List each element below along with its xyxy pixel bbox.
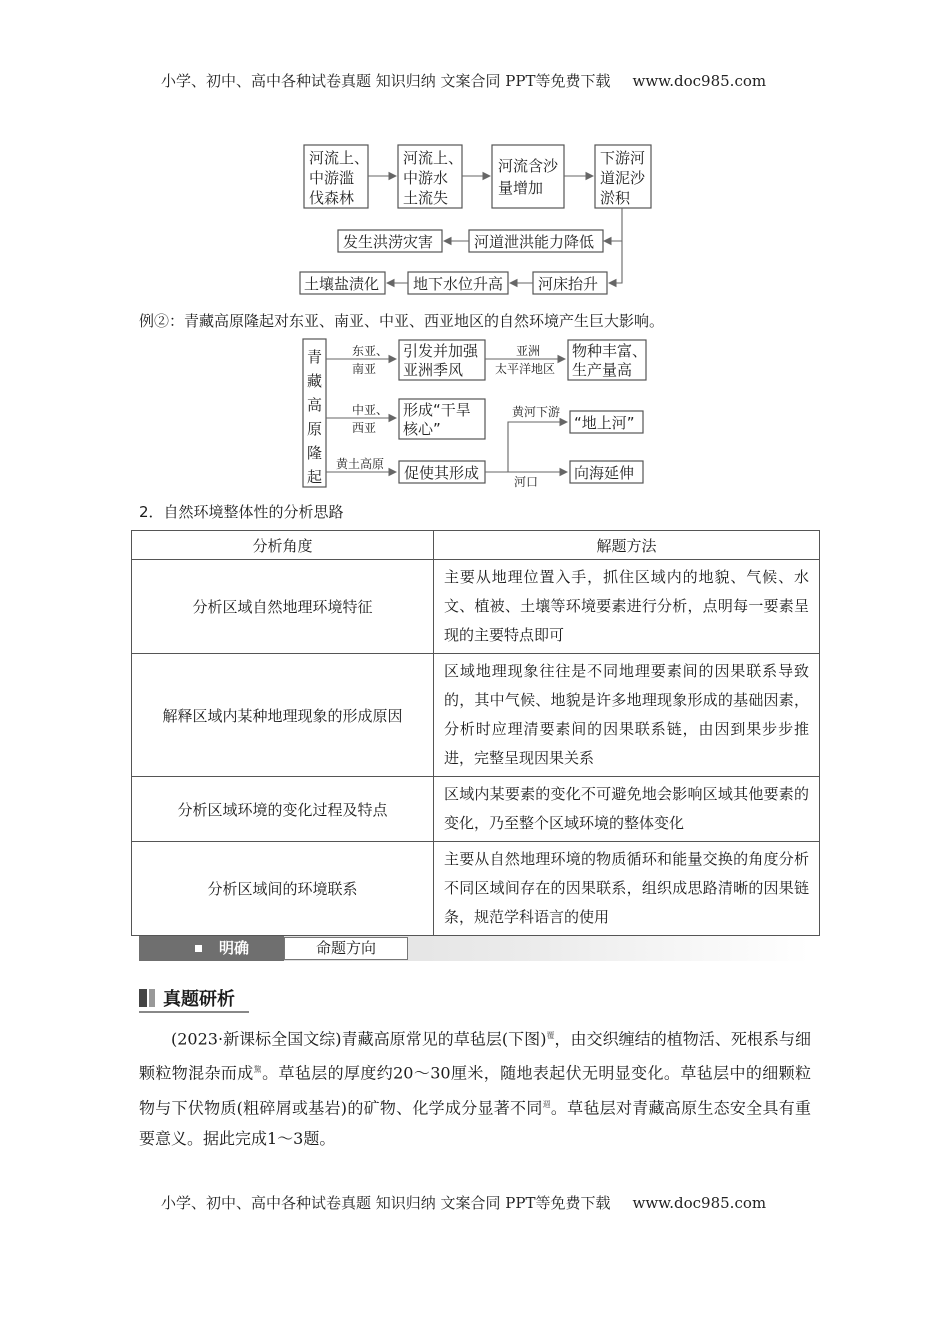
question-part-4: 。草毡层对青藏高原生态安全具有重要意义。据此完成1～3题。: [139, 1097, 811, 1148]
flow2-b1-label-2: 南亚: [352, 362, 377, 376]
question-part-2: ，由交织缠结的植物活、死根系与细颗粒物混杂而成: [139, 1029, 811, 1083]
svg-text:中游水: 中游水: [403, 169, 449, 187]
table-row: [132, 560, 820, 654]
table-cell-angle: 分析区域自然地理环境特征: [132, 560, 434, 654]
svg-text:土流失: 土流失: [403, 189, 449, 207]
banner-dark-label: 明确: [219, 939, 250, 957]
svg-text:量增加: 量增加: [498, 179, 544, 197]
section-banner: [139, 936, 810, 961]
svg-text:生产量高: 生产量高: [572, 361, 633, 379]
flow2-b3-down-result-box: [570, 461, 643, 483]
flow2-b1-effect-box: [399, 340, 485, 380]
svg-text:藏: 藏: [307, 372, 323, 390]
question-part-3: 。草毡层的厚度约20～30厘米，随地表起伏无明显变化。草毡层中的细颗粒物与下伏物质(粗碎屑或基岩)的矿物、化学成分显著不同: [139, 1063, 811, 1117]
table-header-row: [132, 531, 820, 560]
svg-text:土壤盐渍化: 土壤盐渍化: [304, 275, 380, 293]
flow1-arrow-4: [604, 208, 622, 241]
svg-text:促使其形成: 促使其形成: [404, 464, 480, 482]
flow1-box-sediment-increase: [492, 145, 564, 208]
svg-text:河道泄洪能力降低: 河道泄洪能力降低: [474, 233, 595, 251]
svg-text:道泥沙: 道泥沙: [600, 169, 646, 187]
page-header: [161, 70, 766, 91]
svg-text:淤积: 淤积: [600, 189, 631, 207]
square-bullet-icon: [195, 945, 202, 952]
flow2-b1-result-box: [568, 340, 647, 380]
svg-text:地下水位升高: 地下水位升高: [413, 275, 504, 293]
banner-light-tab: 命题方向: [284, 937, 408, 960]
table-row: [132, 777, 820, 842]
annotation-mark: 週: [542, 1099, 551, 1109]
footer-text: 小学、初中、高中各种试卷真题 知识归纳 文案合同 PPT等免费下载: [161, 1194, 611, 1212]
flow2-b2-label-2: 西亚: [352, 421, 377, 435]
page-footer: [161, 1192, 766, 1213]
table-cell-method: 主要从自然地理环境的物质循环和能量交换的角度分析不同区域间存在的因果联系，组织成思路清晰的因果链条，规范学科语言的使用: [434, 842, 820, 936]
flow1-box-flood-disaster: [338, 230, 442, 252]
svg-text:原: 原: [307, 420, 323, 438]
svg-text:青: 青: [307, 348, 323, 366]
heading-bar-icon-light: [149, 989, 155, 1007]
river-flow-diagram: [0, 140, 950, 300]
table-cell-method: 主要从地理位置入手，抓住区域内的地貌、气候、水文、植被、土壤等环境要素进行分析，点明每一要素呈现的主要特点即可: [434, 560, 820, 654]
table-cell-method: 区域内某要素的变化不可避免地会影响区域其他要素的变化，乃至整个区域环境的整体变化: [434, 777, 820, 842]
flow1-box-groundwater-rise: [408, 272, 508, 294]
zhenti-title: 真题研析: [163, 989, 235, 1010]
annotation-mark: 覆: [546, 1031, 555, 1040]
table-header-method: 解题方法: [434, 531, 820, 560]
plateau-uplift-diagram: [0, 334, 950, 494]
svg-text:物种丰富、: 物种丰富、: [572, 342, 648, 360]
svg-text:亚洲季风: 亚洲季风: [403, 361, 464, 379]
header-url[interactable]: www.doc985.com: [632, 72, 767, 90]
svg-text:隆: 隆: [307, 444, 323, 462]
flow1-arrow-6: [609, 241, 622, 283]
flow2-b1-label2-2: 太平洋地区: [495, 362, 556, 376]
flow2-b2-label-1: 中亚、: [352, 403, 389, 417]
svg-text:引发并加强: 引发并加强: [403, 342, 479, 360]
svg-text:河流含沙: 河流含沙: [498, 157, 559, 175]
question-paragraph: [139, 1020, 811, 1154]
flow2-b2-effect-box: [399, 399, 485, 439]
svg-text:“地上河”: “地上河”: [574, 414, 635, 432]
flow1-box-flood-capacity: [469, 230, 603, 252]
svg-text:河流上、: 河流上、: [309, 149, 370, 167]
flow2-b3-effect-box: [399, 461, 485, 483]
example-2-text: 例②：青藏高原隆起对东亚、南亚、中亚、西亚地区的自然环境产生巨大影响。: [139, 312, 665, 330]
annotation-mark: 黧: [253, 1065, 263, 1075]
svg-text:河床抬升: 河床抬升: [538, 275, 599, 293]
table-cell-angle: 分析区域间的环境联系: [132, 842, 434, 936]
svg-text:形成“干旱: 形成“干旱: [403, 401, 471, 419]
svg-text:河流上、: 河流上、: [403, 149, 464, 167]
question-intro: (2023·新课标全国文综)青藏高原常见的草毡层(下图): [171, 1029, 547, 1049]
svg-text:下游河: 下游河: [600, 149, 646, 167]
svg-text:核心”: 核心”: [403, 420, 441, 438]
flow2-b1-label-1: 东亚、: [352, 344, 389, 358]
analysis-table: [131, 530, 820, 936]
table-row: [132, 842, 820, 936]
table-cell-method: 区域地理现象往往是不同地理要素间的因果联系导致的，其中气候、地貌是许多地理现象形成的基础因素，分析时应理清要素间的因果联系链，由因到果步步推进，完整呈现因果关系: [434, 654, 820, 777]
banner-dark-tab: [139, 936, 284, 961]
heading-underline: [139, 1011, 249, 1013]
section-2-title: 2．自然环境整体性的分析思路: [139, 503, 344, 521]
svg-text:伐森林: 伐森林: [309, 189, 355, 207]
flow2-b3-up-label: 黄河下游: [512, 405, 561, 419]
svg-text:高: 高: [307, 396, 323, 414]
svg-text:向海延伸: 向海延伸: [574, 464, 635, 482]
table-row: [132, 654, 820, 777]
flow2-b1-label2-1: 亚洲: [516, 344, 541, 358]
table-cell-angle: 解释区域内某种地理现象的形成原因: [132, 654, 434, 777]
flow1-box-downstream-deposition: [595, 145, 651, 208]
flow1-box-salinization: [300, 272, 385, 294]
flow1-box-deforestation: [304, 145, 369, 208]
flow1-box-riverbed-rise: [533, 272, 607, 294]
header-text: 小学、初中、高中各种试卷真题 知识归纳 文案合同 PPT等免费下载: [161, 72, 611, 90]
svg-text:中游滥: 中游滥: [309, 169, 355, 187]
table-header-angle: 分析角度: [132, 531, 434, 560]
svg-text:起: 起: [307, 468, 323, 486]
table-cell-angle: 分析区域环境的变化过程及特点: [132, 777, 434, 842]
footer-url[interactable]: www.doc985.com: [632, 1194, 767, 1212]
flow1-box-soil-erosion: [398, 145, 463, 208]
flow2-b3-up-result-box: [570, 411, 643, 433]
svg-text:发生洪涝灾害: 发生洪涝灾害: [343, 233, 434, 251]
flow2-b3-down-label: 河口: [514, 475, 539, 489]
flow2-source-box: [303, 339, 326, 487]
flow2-b3-up-arrow: [508, 422, 567, 472]
flow2-b3-label: 黄土高原: [336, 457, 385, 471]
heading-bar-icon: [139, 989, 147, 1007]
